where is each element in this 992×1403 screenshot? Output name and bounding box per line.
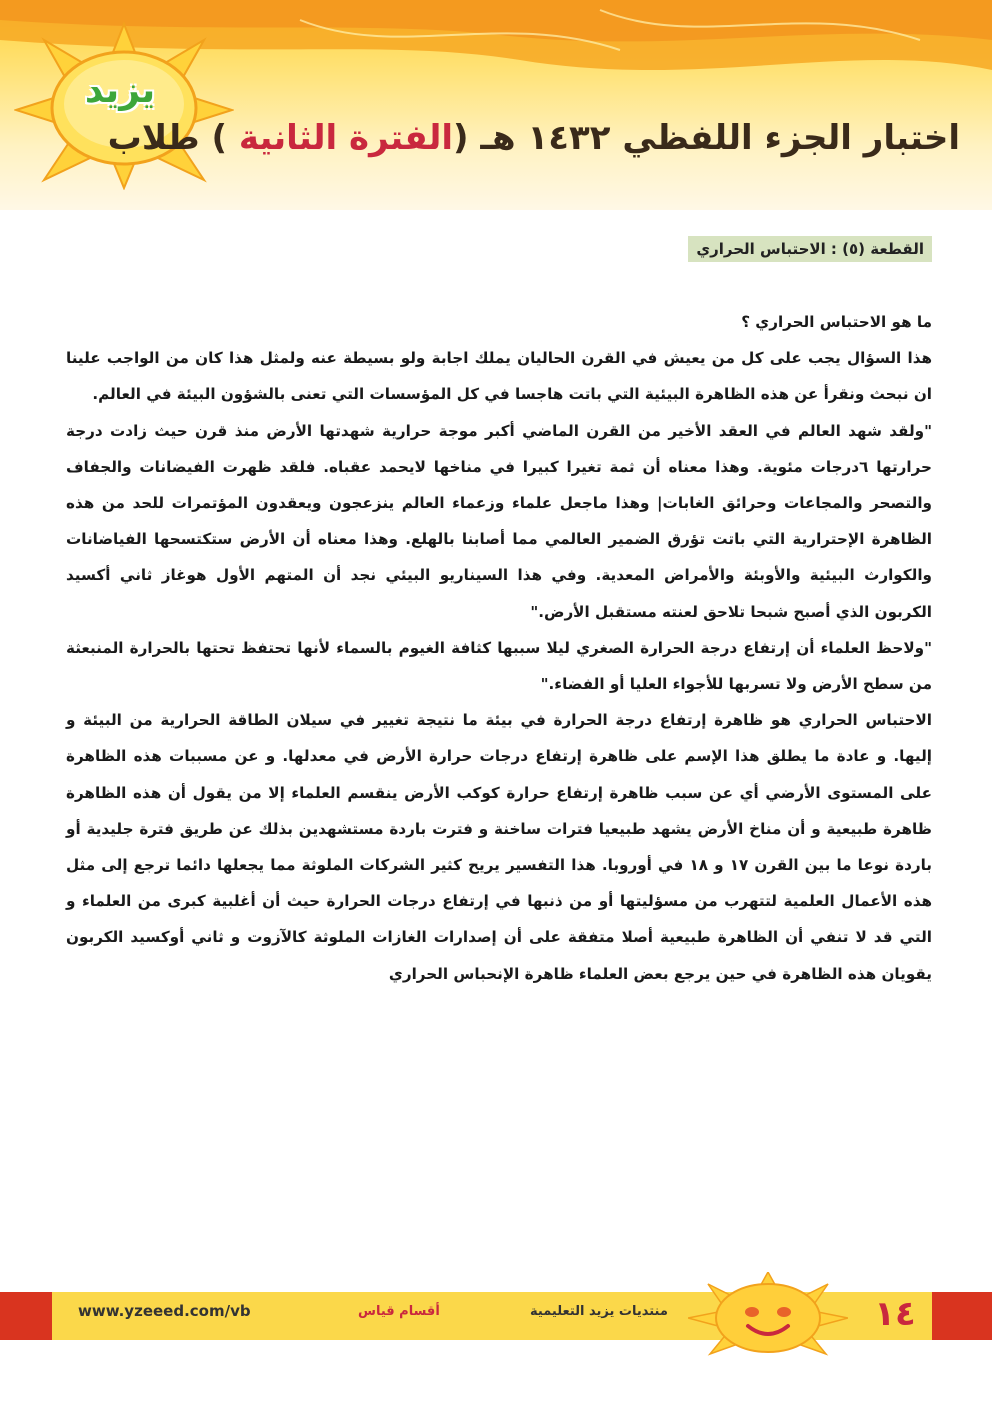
footer-forum-name: منتديات يزيد التعليمية — [530, 1304, 668, 1319]
title-highlight: الفترة الثانية — [238, 118, 454, 158]
section-heading: القطعة (٥) : الاحتباس الحراري — [688, 236, 932, 262]
footer-site-url: www.yzeeed.com/vb — [78, 1302, 251, 1320]
page-number: ١٤ — [874, 1294, 916, 1334]
question-line: ما هو الاحتباس الحراري ؟ — [741, 313, 932, 331]
title-prefix: اختبار الجزء اللفظي ١٤٣٢ هـ ( — [453, 118, 960, 158]
page-title — [108, 118, 960, 158]
paragraph: "ولقد شهد العالم في العقد الأخير من القرن الماضي أكبر موجة حرارية شهدتها الأرض منذ قرن حيث زادت درجة حرارتها ٦درجات مئوية. وهذا معناه أن ثمة تغيرا كبيرا في مناخها لايحمد عقباه. فلقد ظهرت الفيضانات والجفاف والتصحر والمجاعات وحرائق الغابات| وهذا ماجعل علماء وزعماء العالم ينزعجون ويعقدون المؤتمرات للحد من هذه الظاهرة الإحترارية التي باتت تؤرق الضمير العالمي مما أصابنا بالهلع. وهذا معناه أن الأرض ستكتسحها الفياضانات والكوارث البيئية والأوبئة والأمراض المعدية. وفي هذا السيناريو البيئي نجد أن المتهم الأول هوغاز ثاني أكسيد الكربون الذي أصبح شبحا تلاحق لعنته مستقبل الأرض." — [66, 421, 933, 621]
logo-text: يزيد — [84, 70, 156, 111]
passage-body — [66, 304, 932, 992]
page-header — [0, 0, 992, 210]
footer-sections-label: أقسام قياس — [358, 1304, 440, 1319]
paragraph: هذا السؤال يجب على كل من يعيش في القرن الحاليان يملك اجابة ولو بسيطة عنه ولمثل هذا كان من الواجب علينا ان نبحث ونقرأ عن هذه الظاهرة البيئية التي باتت هاجسا في كل المؤسسات التي تعنى بالشؤون البيئة في العالم. — [66, 349, 932, 404]
title-suffix: ) طلاب — [107, 118, 239, 158]
paragraph: الاحتباس الحراري هو ظاهرة إرتفاع درجة الحرارة في بيئة ما نتيجة تغيير في سيلان الطاقة الحرارية من البيئة و إليها. و عادة ما يطلق هذا الإسم على ظاهرة إرتفاع درجات حرارة الأرض في معدلها. و عن مسببات هذه الظاهرة على المستوى الأرضي أي عن سبب ظاهرة إرتفاع حرارة كوكب الأرض ينقسم العلماء إلا من يقول أن هذه الظاهرة ظاهرة طبيعية و أن مناخ الأرض يشهد طبيعيا فترات ساخنة و فترت باردة مستشهدين بذلك عن طريق فترة جليدية أو باردة نوعا ما بين القرن ١٧ و ١٨ في أوروبا. هذا التفسير يريح كثير الشركات الملوثة مما يجعلها دائما ترجع إلى مثل هذه الأعمال العلمية لتتهرب من مسؤليتها أو من ذنبها في إرتفاع درجات الحرارة حيث أن أغلبية كبرى من العلماء و التي قد لا تنفي أن الظاهرة طبيعية أصلا متفقة على أن إصدارات الغازات الملوثة كالآزوت و ثاني أوكسيد الكربون يقويان هذه الظاهرة في حين يرجع بعض العلماء ظاهرة الإنحباس الحراري — [66, 711, 933, 983]
smiling-sun-icon — [688, 1272, 848, 1360]
paragraph: "ولاحظ العلماء أن إرتفاع درجة الحرارة الصغري ليلا سببها كثافة الغيوم بالسماء لأنها تحتفظ تحتها بالحرارة المنبعثة من سطح الأرض ولا تسربها للأجواء العليا أو الفضاء." — [66, 638, 932, 694]
